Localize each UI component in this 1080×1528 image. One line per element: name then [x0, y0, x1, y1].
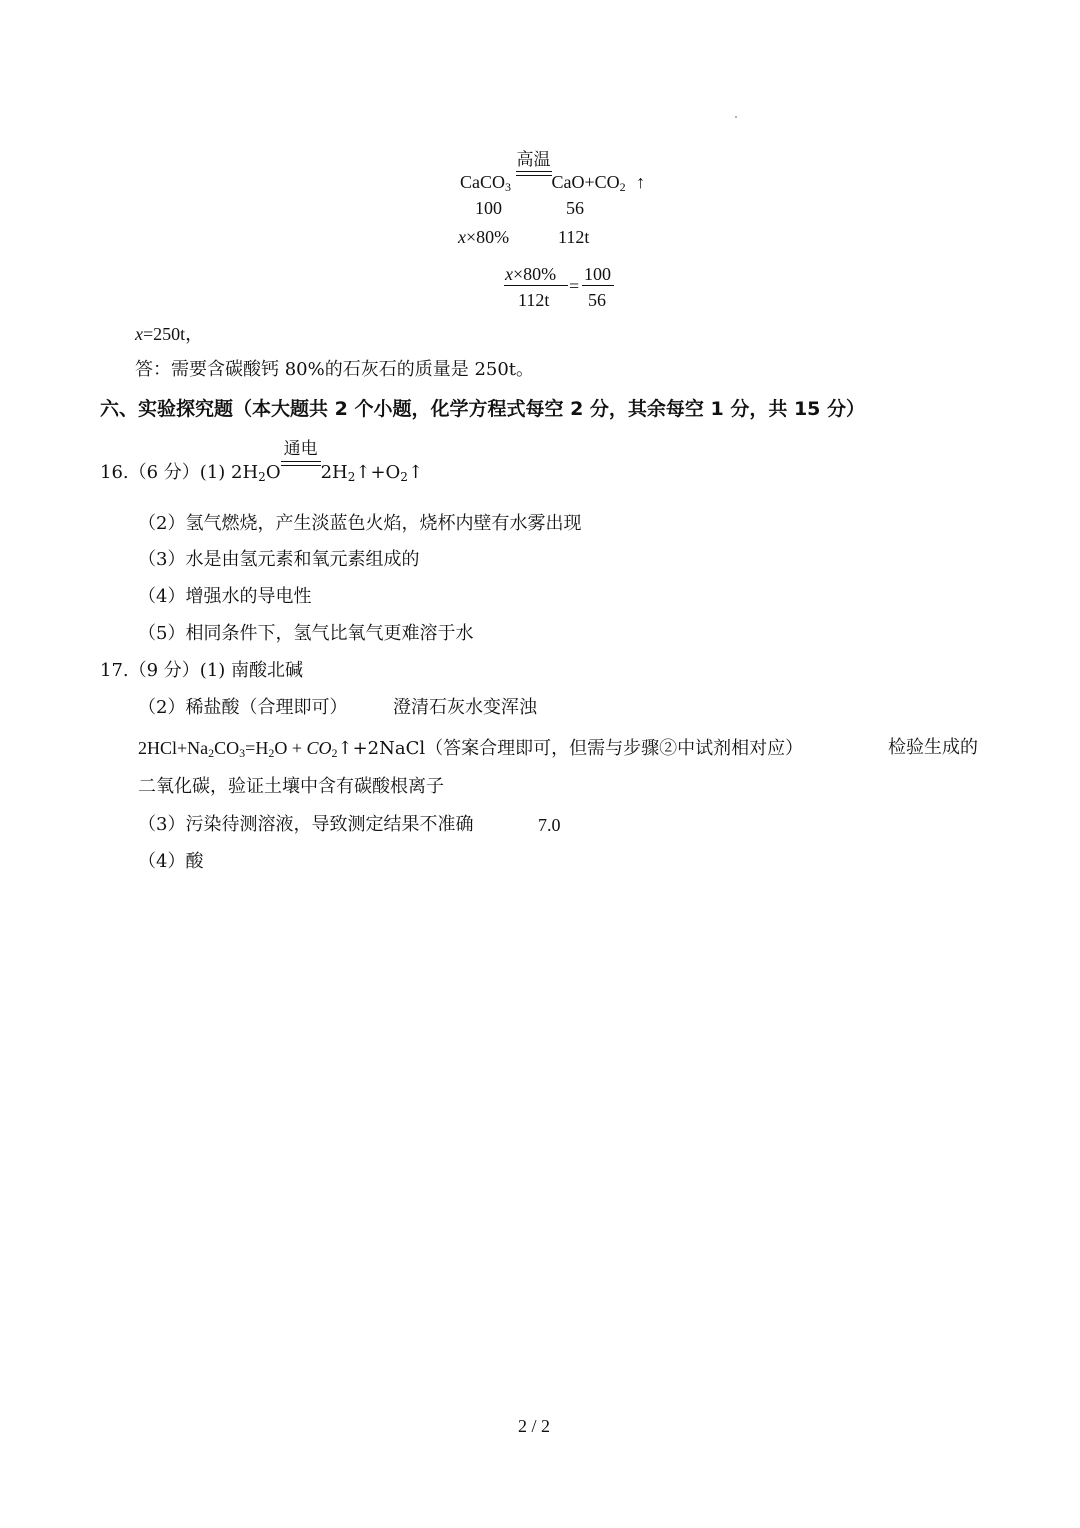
product-cao: CaO [551, 172, 585, 192]
gas-arrow-icon: ↑ [636, 172, 646, 192]
result-line [135, 323, 203, 345]
frac-left-denominator: 112t [518, 290, 550, 310]
q16-o2-subscript: 2 [400, 470, 408, 484]
frac-right-line [582, 285, 614, 286]
q16-product-o2: ↑+O [355, 462, 401, 483]
q16-condition-label: 通电 [283, 439, 318, 459]
q16-line1 [100, 439, 424, 484]
reactant-formula: CaCO [460, 172, 505, 192]
q17-eq-sub-e: 2 [331, 746, 338, 760]
q17-purpose-cont: 二氧化碳，验证土壤中含有碳酸根离子 [138, 776, 444, 797]
relative-mass-caco3: 100 [475, 198, 502, 218]
proportion-fraction [500, 262, 620, 312]
var-x: x [458, 227, 466, 247]
speck-mark [735, 116, 737, 118]
answer-line: 答：需要含碳酸钙 80%的石灰石的质量是 250t。 [135, 359, 535, 380]
relative-mass-cao: 56 [566, 198, 584, 218]
q17-eq-part-b: CO [214, 738, 240, 758]
q16-h2o-tail: O [265, 462, 281, 483]
q16-reaction-condition [281, 439, 321, 478]
frac-var-x: x [505, 264, 513, 284]
q16-double-line [281, 461, 321, 466]
result-var-x: x [135, 324, 143, 344]
condition-label: 高温 [516, 150, 551, 169]
q17-eq-sub-c: 2 [268, 746, 275, 760]
frac-left-line [504, 285, 568, 286]
reactant-subscript: 3 [505, 180, 511, 194]
section-heading: 六、实验探究题（本大题共 2 个小题，化学方程式每空 2 分，其余每空 1 分，共 15 分） [100, 398, 866, 420]
q17-item3-value: 7.0 [538, 815, 561, 835]
reaction-condition [516, 150, 552, 188]
q17-item3-reason: （3）污染待测溶液，导致测定结果不准确 [138, 814, 474, 835]
frac-left-numerator [505, 264, 556, 284]
q17-eq-part-e: CO [306, 738, 332, 758]
q17-purpose-start: 检验生成的 [888, 737, 978, 758]
page-number: 2 / 2 [518, 1416, 551, 1436]
decomposition-equation [460, 150, 670, 194]
q17-line1: 17.（9 分）(1) 南酸北碱 [100, 660, 304, 681]
frac-right-numerator: 100 [584, 264, 611, 284]
double-line [516, 171, 552, 176]
q16-item4: （4）增强水的导电性 [138, 586, 312, 607]
q17-eq-sub-a: 2 [208, 746, 215, 760]
product-co2: +CO [584, 172, 620, 192]
unknown-rest: ×80% [466, 227, 510, 247]
q17-item2-reagent: （2）稀盐酸（合理即可） [138, 697, 348, 718]
q16-product-h2: 2H [320, 462, 348, 483]
q16-gas-arrow-icon: ↑ [407, 462, 424, 483]
q16-item3: （3）水是由氢元素和氧元素组成的 [138, 549, 420, 570]
q16-h2-subscript: 2 [347, 470, 356, 484]
frac-equals: = [569, 276, 580, 296]
q17-eq-part-a: 2HCl+Na [138, 738, 209, 758]
product-subscript: 2 [619, 180, 626, 194]
frac-left-num-rest: ×80% [513, 264, 557, 284]
q16-item2: （2）氢气燃烧，产生淡蓝色火焰，烧杯内壁有水雾出现 [138, 513, 582, 534]
q17-eq-part-c: =H [245, 738, 269, 758]
q16-h2o-subscript: 2 [258, 470, 266, 484]
q17-equation [138, 737, 803, 760]
frac-right-denominator: 56 [588, 290, 606, 310]
unknown-mass [458, 227, 509, 247]
q16-prefix: 16.（6 分）(1) 2H [100, 462, 259, 483]
q17-item2-phenomenon: 澄清石灰水变浑浊 [393, 697, 537, 718]
q16-item5: （5）相同条件下，氢气比氧气更难溶于水 [138, 623, 474, 644]
q17-eq-sub-b: 3 [239, 746, 246, 760]
q17-eq-part-d: O + [274, 738, 307, 758]
result-value: =250t， [143, 324, 204, 344]
actual-mass-cao: 112t [558, 227, 590, 247]
q17-eq-part-f: ↑+2NaCl（答案合理即可，但需与步骤②中试剂相对应） [337, 738, 804, 759]
q17-item4: （4）酸 [138, 851, 204, 872]
